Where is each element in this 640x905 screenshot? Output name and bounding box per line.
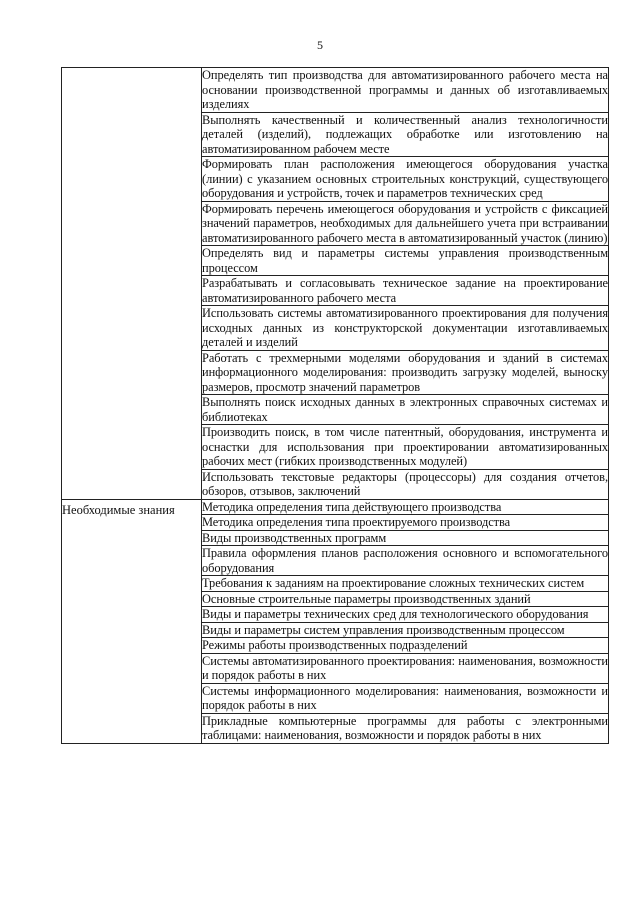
item-cell (202, 395, 609, 425)
section-label-cell (62, 68, 202, 500)
section-label: Необходимые знания (62, 502, 175, 517)
item-cell (202, 425, 609, 470)
item-cell (202, 530, 609, 546)
page-number: 5 (317, 38, 323, 52)
item-text: Использовать системы автоматизированного проектирования для получения исходных данных из конструкторской документации изготавливаемых деталей и изделий (202, 306, 608, 349)
item-text: Виды и параметры технических сред для технологического оборудования (202, 607, 589, 621)
competency-table (61, 67, 609, 744)
section-label-cell (62, 499, 202, 743)
item-cell (202, 546, 609, 576)
item-text: Выполнять качественный и количественный анализ технологичности деталей (изделий), подлежащих обработке или изготовлению на автоматизированном рабочем месте (202, 112, 608, 156)
item-text: Прикладные компьютерные программы для работы с электронными таблицами: наименования, возможности и порядок работы в них (202, 713, 608, 742)
item-cell (202, 201, 609, 246)
item-text: Производить поиск, в том числе патентный, оборудования, инструмента и оснастки для использования при проектировании автоматизированных рабочих мест (гибких производственных модулей) (202, 425, 608, 468)
item-text: Виды и параметры систем управления производственным процессом (202, 622, 565, 637)
item-text: Определять тип производства для автоматизированного рабочего места на основании производственной программы и данных об изготавливаемых изделиях (202, 68, 608, 111)
item-cell (202, 68, 609, 113)
item-cell (202, 112, 609, 157)
item-cell (202, 591, 609, 607)
item-text: Методика определения типа действующего производства (202, 499, 502, 514)
item-text: Правила оформления планов расположения основного и вспомогательного оборудования (202, 546, 608, 575)
item-cell (202, 683, 609, 713)
item-cell (202, 576, 609, 592)
item-cell (202, 469, 609, 499)
item-text: Системы информационного моделирования: наименования, возможности и порядок работы в них (202, 683, 608, 712)
item-text: Использовать текстовые редакторы (процессоры) для создания отчетов, обзоров, отзывов, заключений (202, 469, 608, 498)
item-text: Определять вид и параметры системы управления производственным процессом (202, 246, 608, 275)
item-cell (202, 622, 609, 638)
item-cell (202, 515, 609, 531)
item-cell (202, 499, 609, 515)
item-text: Формировать план расположения имеющегося оборудования участка (линии) с указанием основных строительных конструкций, существующего оборудования и устройств, точек и параметров технических сред (202, 157, 608, 200)
item-cell (202, 607, 609, 623)
table-row (62, 499, 609, 515)
item-text: Режимы работы производственных подразделений (202, 638, 468, 652)
item-cell (202, 350, 609, 395)
item-text: Разрабатывать и согласовывать техническое задание на проектирование автоматизированного рабочего места (202, 276, 608, 305)
item-cell (202, 157, 609, 202)
item-cell (202, 653, 609, 683)
item-text: Методика определения типа проектируемого производства (202, 515, 511, 529)
item-text: Формировать перечень имеющегося оборудования и устройств с фиксацией значений параметров, необходимых для дальнейшего учета при встраивании автоматизированного рабочего места в автоматизированный участок (линию) (202, 201, 608, 245)
item-cell (202, 306, 609, 351)
item-text: Требования к заданиям на проектирование сложных технических систем (202, 576, 585, 590)
item-text: Выполнять поиск исходных данных в электронных справочных системах и библиотеках (202, 395, 608, 424)
item-cell (202, 246, 609, 276)
item-cell (202, 713, 609, 743)
item-text: Системы автоматизированного проектирования: наименования, возможности и порядок работы в них (202, 653, 608, 682)
item-text: Работать с трехмерными моделями оборудования и зданий в системах информационного моделирования: производить загрузку моделей, выноску размеров, просмотр значений параметров (202, 350, 608, 394)
item-cell (202, 276, 609, 306)
item-text: Виды производственных программ (202, 530, 387, 545)
item-cell (202, 638, 609, 654)
table-row (62, 68, 609, 113)
item-text: Основные строительные параметры производственных зданий (202, 591, 531, 606)
